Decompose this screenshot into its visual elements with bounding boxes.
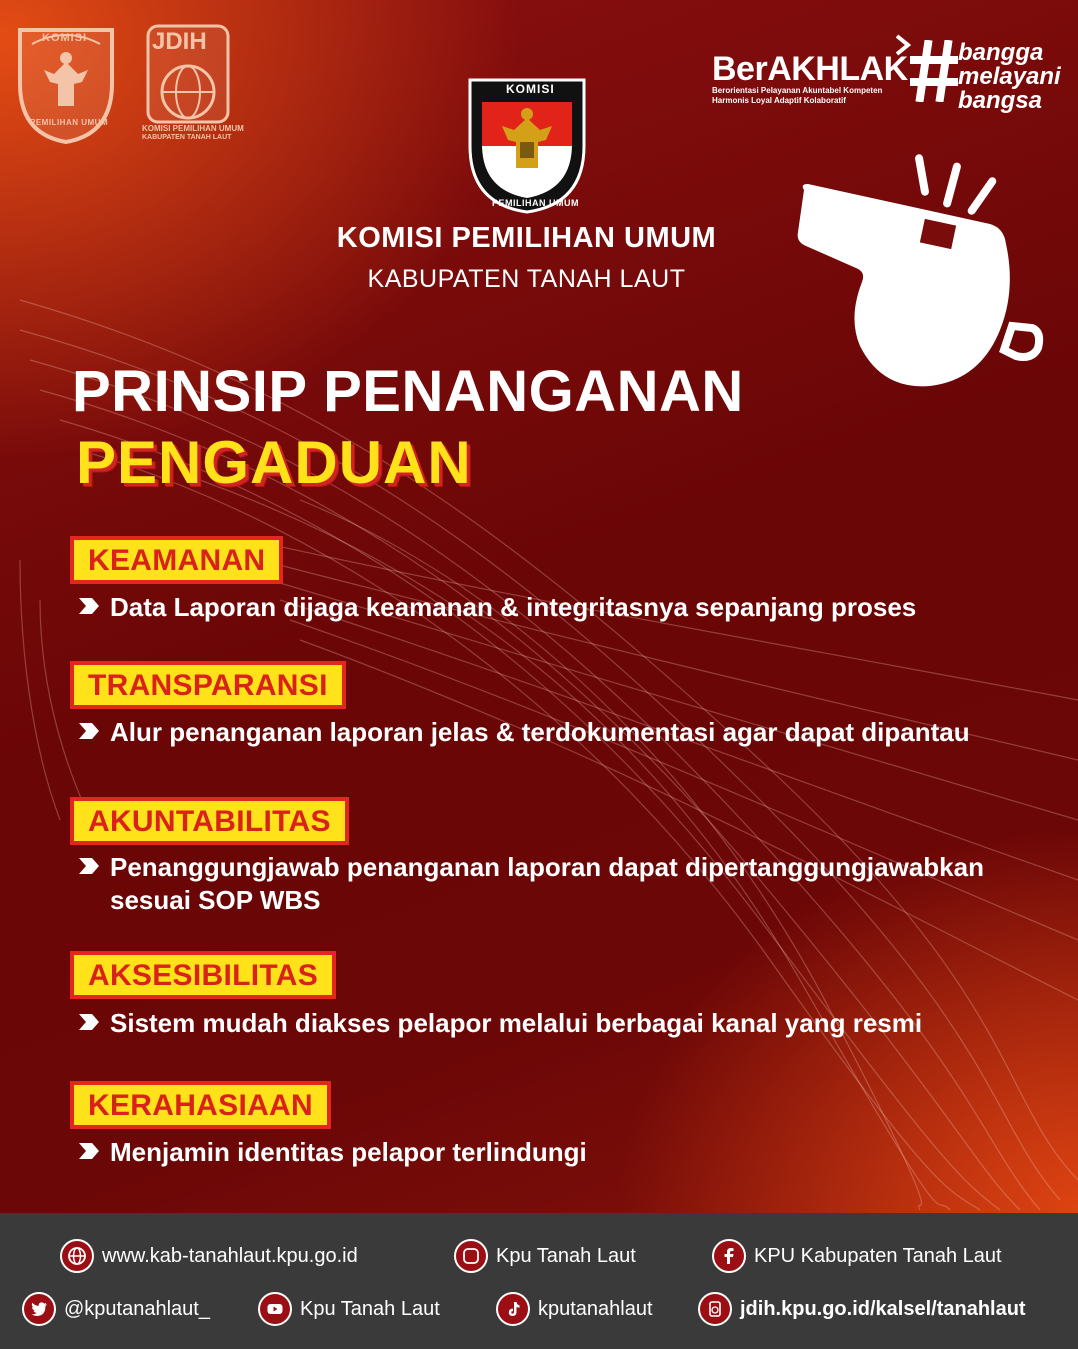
principle-item	[78, 1007, 922, 1040]
instagram-icon	[454, 1239, 488, 1273]
hashtag-word-2: melayani	[958, 63, 1061, 90]
principle-text: Menjamin identitas pelapor terlindungi	[110, 1137, 587, 1167]
principle-item	[78, 716, 970, 749]
jdih-title: JDIH	[152, 28, 207, 55]
principle-item	[78, 1136, 587, 1169]
footer-bar	[0, 1213, 1078, 1349]
berakhlak-subtitle-2: Harmonis Loyal Adaptif Kolaboratif	[712, 96, 846, 105]
globe-icon	[60, 1239, 94, 1273]
principle-label-transparansi: TRANSPARANSI	[70, 661, 346, 709]
jdih-logo	[128, 22, 250, 146]
kpu-logo-small	[14, 22, 118, 146]
footer-twitter-link[interactable]	[22, 1292, 210, 1326]
jdih-line1: KOMISI PEMILIHAN UMUM	[142, 124, 244, 133]
principle-item	[78, 851, 984, 917]
principle-text: Sistem mudah diakses pelapor melalui berbagai kanal yang resmi	[110, 1008, 923, 1038]
berakhlak-subtitle-1: Berorientasi Pelayanan Akuntabel Kompeten	[712, 86, 883, 95]
chevron-right-icon	[78, 597, 100, 615]
org-region: KABUPATEN TANAH LAUT	[367, 265, 686, 293]
kpu-main-bottom-text: PEMILIHAN UMUM	[492, 198, 579, 208]
org-name: KOMISI PEMILIHAN UMUM	[336, 222, 717, 254]
kpu-small-top-text: KOMISI	[42, 32, 88, 44]
twitter-icon	[22, 1292, 56, 1326]
footer-tiktok-text: kputanahlaut	[538, 1297, 653, 1320]
footer-jdih-link[interactable]	[698, 1292, 1026, 1326]
chevron-right-icon	[78, 857, 100, 875]
footer-jdih-text: jdih.kpu.go.id/kalsel/tanahlaut	[740, 1297, 1026, 1320]
principle-text: Data Laporan dijaga keamanan & integritasnya sepanjang proses	[110, 592, 917, 622]
kpu-small-bottom-text: PEMILIHAN UMUM	[30, 118, 109, 127]
principle-label-kerahasiaan: KERAHASIAAN	[70, 1081, 331, 1129]
facebook-icon	[712, 1239, 746, 1273]
footer-instagram-text: Kpu Tanah Laut	[496, 1244, 636, 1267]
hashtag-word-1: bangga	[958, 39, 1044, 66]
footer-website-text: www.kab-tanahlaut.kpu.go.id	[102, 1244, 358, 1267]
page-title-line2: PENGADUAN	[76, 429, 472, 496]
principle-text	[110, 851, 984, 917]
page-title-line1: PRINSIP PENANGANAN	[72, 359, 744, 424]
footer-twitter-text: @kputanahlaut_	[64, 1297, 210, 1320]
principle-text-line1: Penanggungjawab penanganan laporan dapat dipertanggungjawabkan	[110, 852, 984, 882]
kpu-logo-main	[466, 76, 588, 214]
footer-facebook-text: KPU Kabupaten Tanah Laut	[754, 1244, 1002, 1267]
jdih-badge-icon	[698, 1292, 732, 1326]
footer-website-link[interactable]	[60, 1239, 358, 1273]
footer-tiktok-link[interactable]	[496, 1292, 653, 1326]
chevron-right-icon	[78, 1142, 100, 1160]
chevron-right-icon	[78, 722, 100, 740]
tiktok-icon	[496, 1292, 530, 1326]
chevron-right-icon	[78, 1013, 100, 1031]
jdih-line2: KABUPATEN TANAH LAUT	[142, 134, 232, 141]
footer-youtube-text: Kpu Tanah Laut	[300, 1297, 440, 1320]
footer-facebook-link[interactable]	[712, 1239, 1002, 1273]
principle-label-aksesibilitas: AKSESIBILITAS	[70, 951, 336, 999]
principle-label-keamanan: KEAMANAN	[70, 536, 283, 584]
hashtag-word-3: bangsa	[958, 87, 1043, 114]
principle-text: Alur penanganan laporan jelas & terdokumentasi agar dapat dipantau	[110, 717, 970, 747]
berakhlak-logo-text: BerAKHLAK	[712, 50, 908, 88]
youtube-icon	[258, 1292, 292, 1326]
footer-instagram-link[interactable]	[454, 1239, 636, 1273]
kpu-main-top-text: KOMISI	[506, 82, 555, 96]
principle-label-akuntabilitas: AKUNTABILITAS	[70, 797, 349, 845]
hashtag-icon	[910, 40, 958, 102]
garuda-emblem-icon	[466, 76, 588, 214]
footer-youtube-link[interactable]	[258, 1292, 440, 1326]
principle-text-line2: sesuai SOP WBS	[110, 885, 321, 915]
principle-item	[78, 591, 916, 624]
